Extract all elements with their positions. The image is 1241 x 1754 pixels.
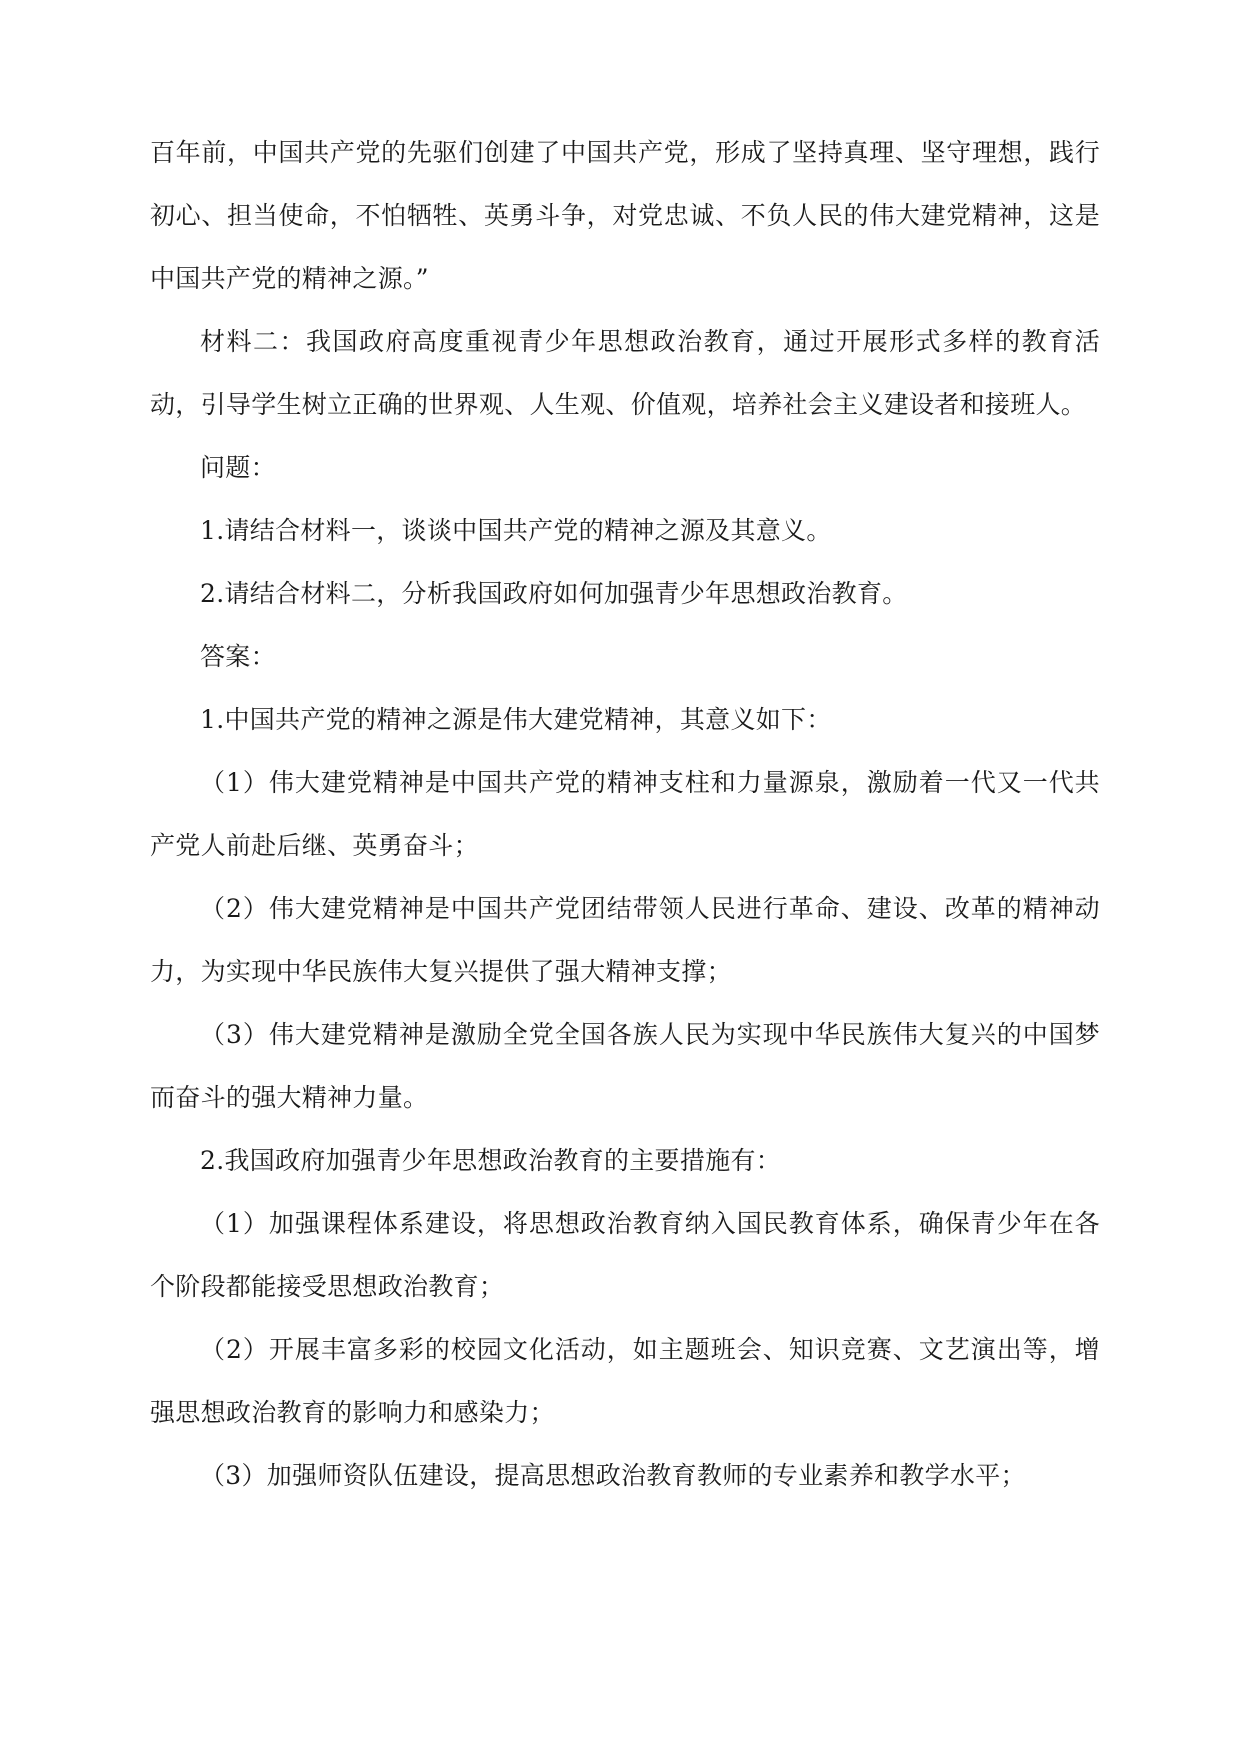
paragraph-material-two: 材料二：我国政府高度重视青少年思想政治教育，通过开展形式多样的教育活动，引导学生树立正确的世界观、人生观、价值观，培养社会主义建设者和接班人。 <box>150 327 1100 419</box>
paragraph-questions-heading: 问题： <box>200 453 276 482</box>
paragraph-answer-one-point-three: （3）伟大建党精神是激励全党全国各族人民为实现中华民族伟大复兴的中国梦而奋斗的强大精神力量。 <box>150 1020 1100 1112</box>
paragraph-answer-one-point-one: （1）伟大建党精神是中国共产党的精神支柱和力量源泉，激励着一代又一代共产党人前赴后继、英勇奋斗； <box>150 768 1100 860</box>
paragraph-answer-two-point-two: （2）开展丰富多彩的校园文化活动，如主题班会、知识竞赛、文艺演出等，增强思想政治教育的影响力和感染力； <box>150 1335 1100 1427</box>
paragraph-question-one: 1.请结合材料一，谈谈中国共产党的精神之源及其意义。 <box>200 516 832 545</box>
paragraph-answer-two-point-one: （1）加强课程体系建设，将思想政治教育纳入国民教育体系，确保青少年在各个阶段都能接受思想政治教育； <box>150 1209 1100 1301</box>
paragraph-answer-one: 1.中国共产党的精神之源是伟大建党精神，其意义如下： <box>200 705 832 734</box>
paragraph-answers-heading: 答案： <box>200 642 276 671</box>
paragraph-question-two: 2.请结合材料二，分析我国政府如何加强青少年思想政治教育。 <box>200 579 908 608</box>
paragraph-answer-one-point-two: （2）伟大建党精神是中国共产党团结带领人民进行革命、建设、改革的精神动力，为实现中华民族伟大复兴提供了强大精神支撑； <box>150 894 1100 986</box>
paragraph-answer-two: 2.我国政府加强青少年思想政治教育的主要措施有： <box>200 1146 782 1175</box>
paragraph-answer-two-point-three: （3）加强师资队伍建设，提高思想政治教育教师的专业素养和教学水平； <box>200 1461 1026 1490</box>
paragraph-spirit-source-intro: 百年前，中国共产党的先驱们创建了中国共产党，形成了坚持真理、坚守理想，践行初心、担当使命，不怕牺牲、英勇斗争，对党忠诚、不负人民的伟大建党精神，这是中国共产党的精神之源。” <box>150 138 1100 293</box>
